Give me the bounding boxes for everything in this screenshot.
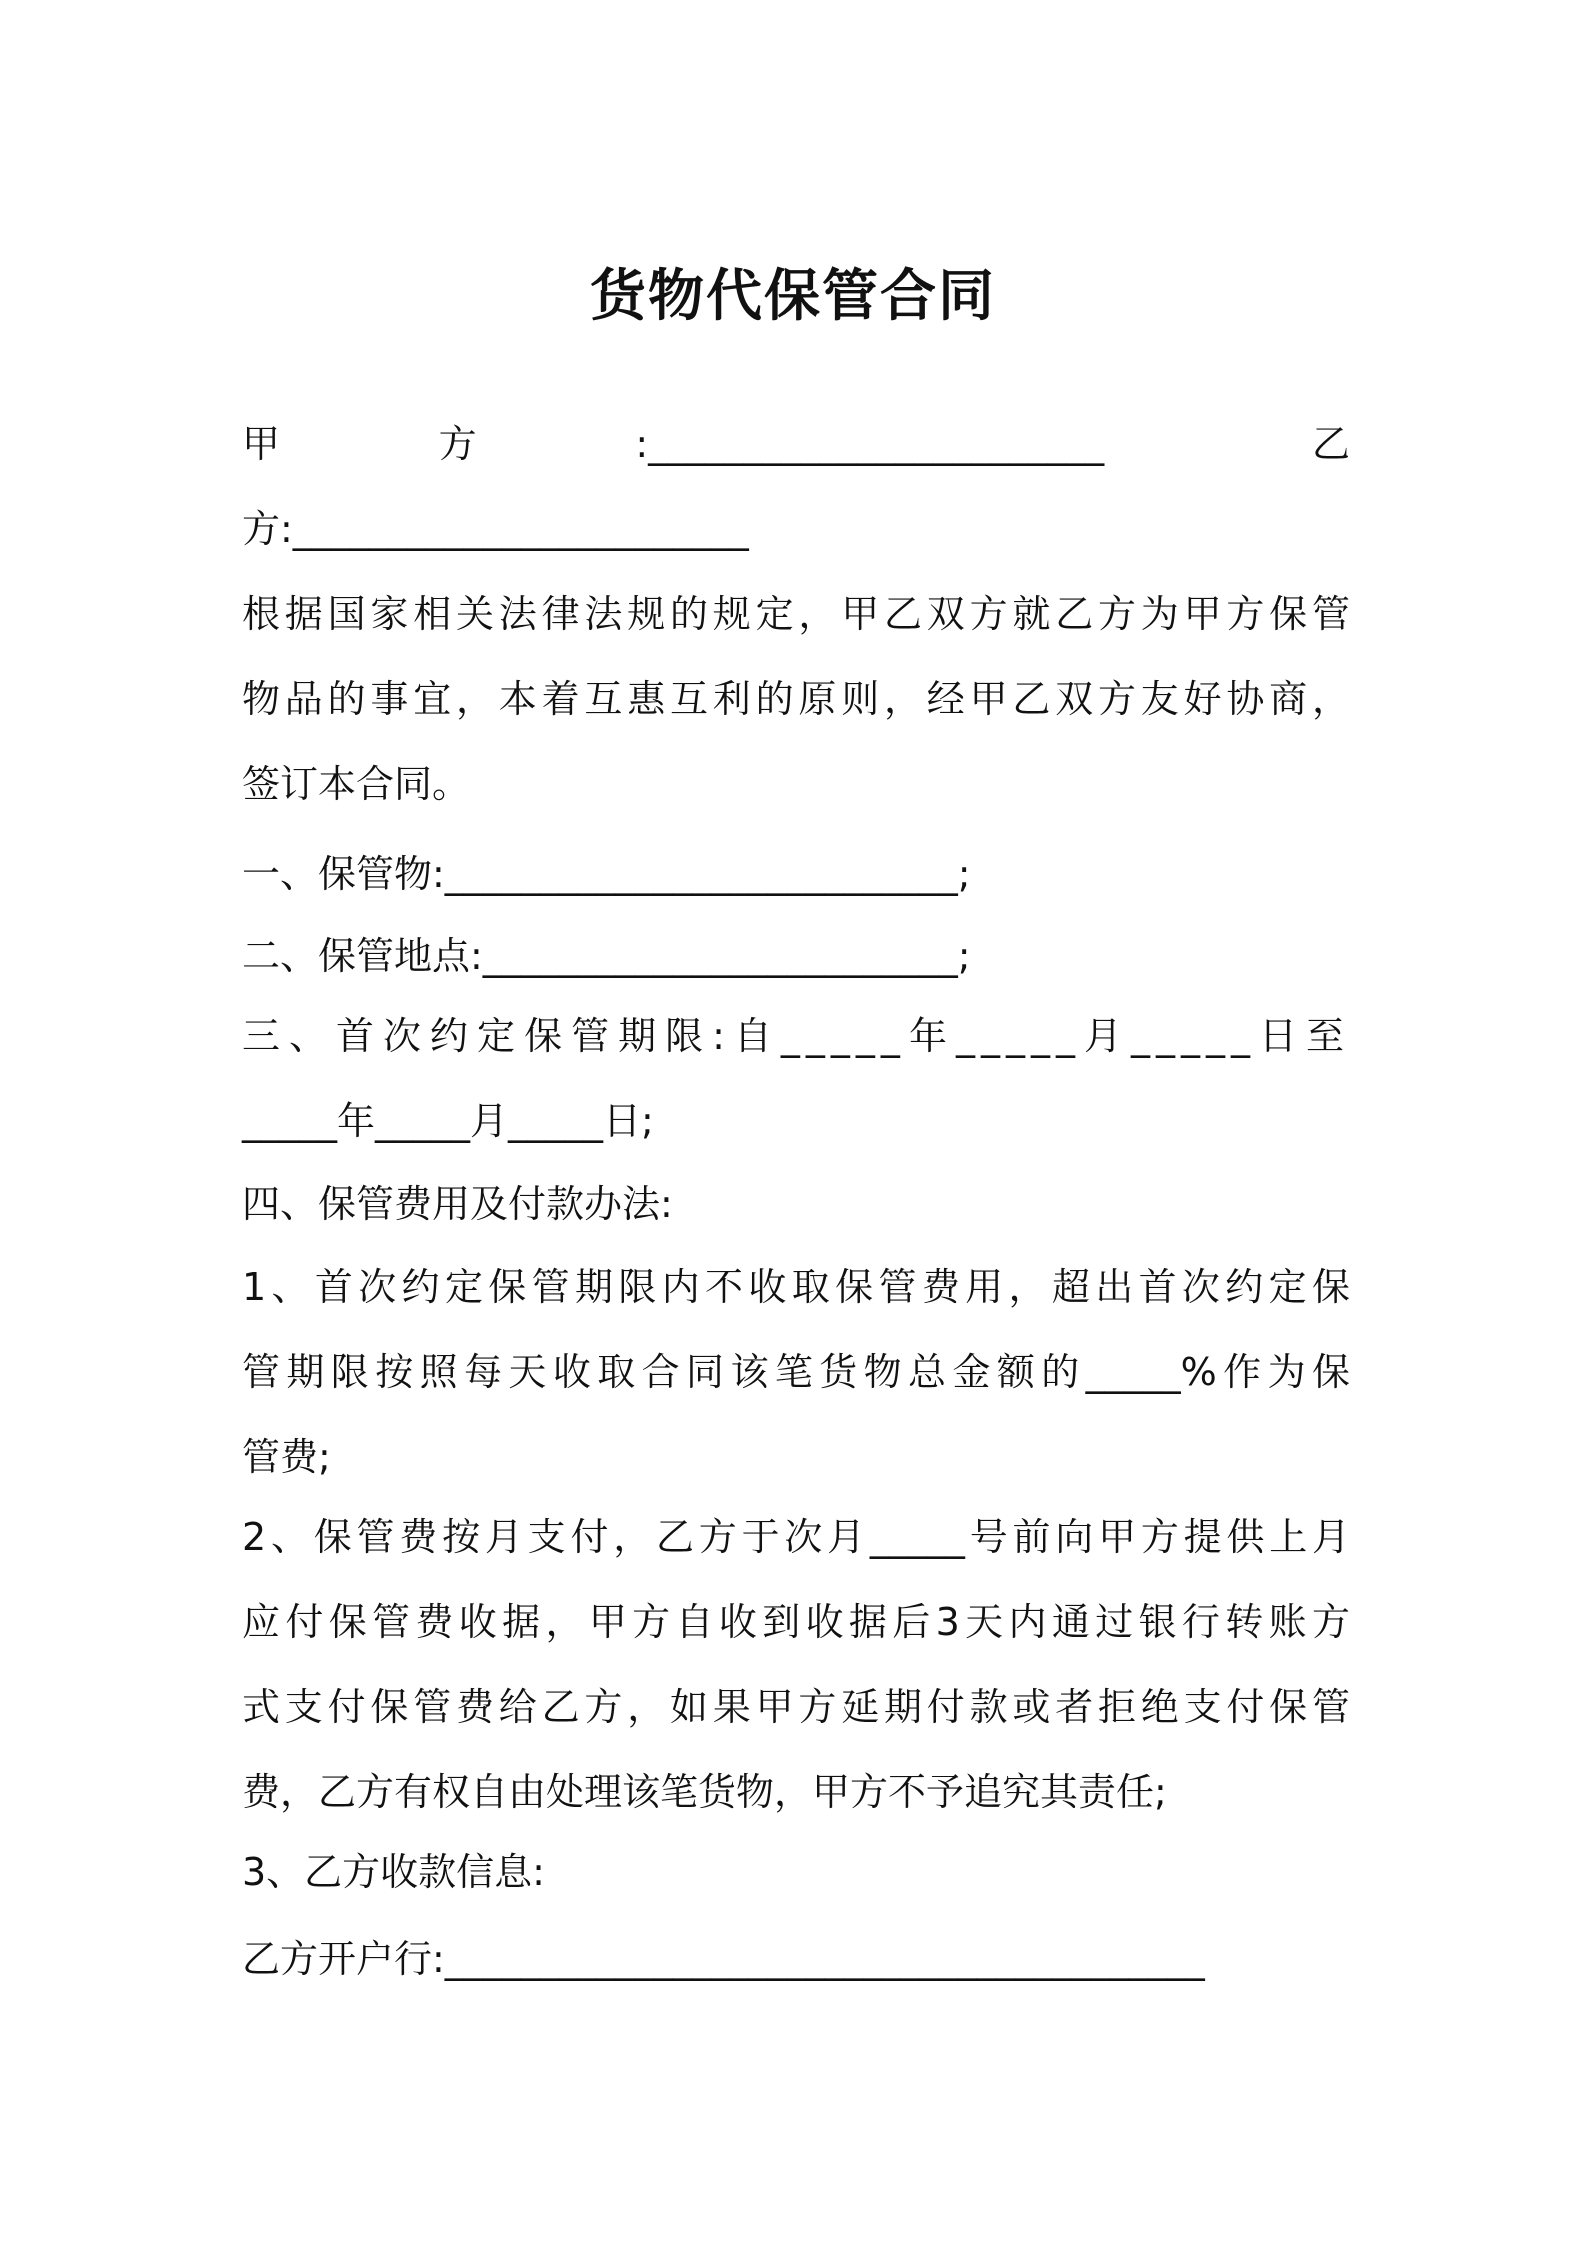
preamble-line-2: 物品的事宜，本着互惠互利的原则，经甲乙双方友好协商， — [242, 677, 1350, 721]
clause-4-heading: 四、保管费用及付款办法: — [242, 1182, 673, 1226]
fee-item-2-line-2: 应付保管费收据，甲方自收到收据后3天内通过银行转账方 — [242, 1600, 1350, 1644]
fee-item-2-line-4: 费，乙方有权自由处理该笔货物，甲方不予追究其责任; — [242, 1770, 1167, 1814]
clause-3-period-line-2: _____年_____月_____日; — [242, 1099, 654, 1143]
preamble-line-1: 根据国家相关法律法规的规定，甲乙双方就乙方为甲方保管 — [242, 592, 1350, 636]
bank-name-line: 乙方开户行:________________________________________ — [242, 1937, 1205, 1981]
clause-2-location: 二、保管地点:_________________________; — [242, 934, 971, 978]
party-b-line: 方:________________________ — [242, 507, 749, 551]
fee-item-3-heading: 3、乙方收款信息: — [242, 1850, 545, 1894]
fee-item-2-line-1: 2、保管费按月支付，乙方于次月_____号前向甲方提供上月 — [242, 1515, 1350, 1559]
preamble-line-3: 签订本合同。 — [242, 762, 471, 806]
fee-item-1-line-1: 1、首次约定保管期限内不收取保管费用，超出首次约定保 — [242, 1265, 1350, 1309]
clause-1-item: 一、保管物:___________________________; — [242, 852, 971, 896]
clause-3-period-line-1: 三、首次约定保管期限:自_____年_____月_____日至 — [242, 1014, 1350, 1058]
party-a-line: 甲 方 :________________________ 乙 — [242, 422, 1350, 466]
fee-item-2-line-3: 式支付保管费给乙方，如果甲方延期付款或者拒绝支付保管 — [242, 1685, 1350, 1729]
fee-item-1-line-3: 管费; — [242, 1435, 331, 1479]
fee-item-1-line-2: 管期限按照每天收取合同该笔货物总金额的_____%作为保 — [242, 1350, 1350, 1394]
document-title: 货物代保管合同 — [590, 264, 996, 329]
